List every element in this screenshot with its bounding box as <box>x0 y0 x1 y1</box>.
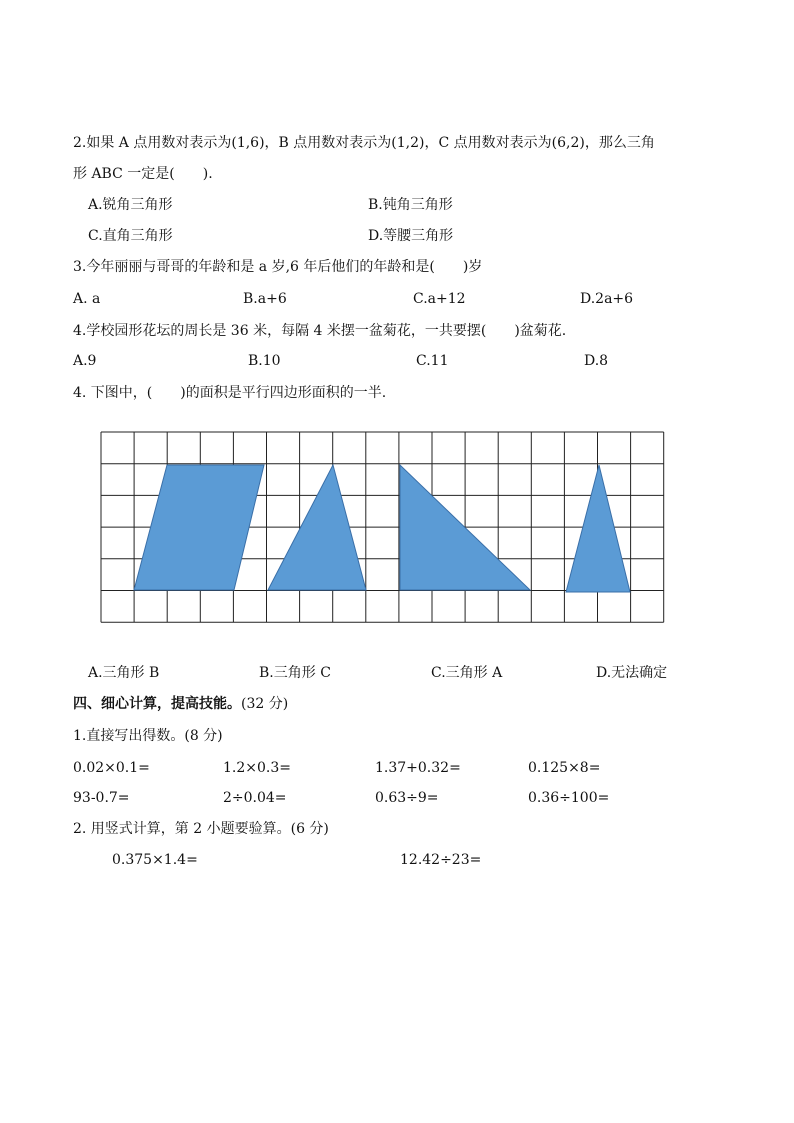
calc1-item-8: 0.36÷100= <box>528 790 610 806</box>
q3-option-b: B.a+6 <box>243 291 287 307</box>
section4-score: (32 分) <box>241 696 289 712</box>
q4b-option-d: D.无法确定 <box>596 665 668 681</box>
triangle-shape-3 <box>566 465 630 592</box>
calc2-title: 2. 用竖式计算，第 2 小题要验算。(6 分) <box>73 821 329 837</box>
q3-option-a: A. a <box>73 291 101 307</box>
q4a-text: 4.学校园形花坛的周长是 36 米，每隔 4 米摆一盆菊花，一共要摆( )盆菊花. <box>73 323 567 339</box>
q4a-option-b: B.10 <box>248 353 281 369</box>
q4b-option-a: A.三角形 B <box>88 665 160 681</box>
calc1-item-3: 1.37+0.32= <box>375 760 461 776</box>
calc1-item-6: 2÷0.04= <box>223 790 287 806</box>
q2-option-d: D.等腰三角形 <box>368 228 454 244</box>
calc1-item-4: 0.125×8= <box>528 760 601 776</box>
calc2-item-1: 0.375×1.4= <box>112 852 198 868</box>
q3-option-c: C.a+12 <box>413 291 466 307</box>
section4-heading <box>73 695 288 713</box>
q4a-option-a: A.9 <box>73 353 97 369</box>
q2-option-c: C.直角三角形 <box>88 228 173 244</box>
section4-title: 四、细心计算，提高技能。 <box>73 696 241 712</box>
parallelogram-shape <box>134 465 264 590</box>
q4b-option-c: C.三角形 A <box>431 665 503 681</box>
q2-option-a: A.锐角三角形 <box>88 197 173 213</box>
calc1-item-1: 0.02×0.1= <box>73 760 150 776</box>
q3-option-d: D.2a+6 <box>580 291 634 307</box>
calc1-item-2: 1.2×0.3= <box>223 760 291 776</box>
calc1-title: 1.直接写出得数。(8 分) <box>73 728 223 744</box>
q2-option-b: B.钝角三角形 <box>368 197 453 213</box>
q4b-text: 4. 下图中，( )的面积是平行四边形面积的一半. <box>73 385 387 401</box>
calc1-item-5: 93-0.7= <box>73 790 130 806</box>
q3-text: 3.今年丽丽与哥哥的年龄和是 a 岁,6 年后他们的年龄和是( )岁 <box>73 259 483 275</box>
q2-line1: 2.如果 A 点用数对表示为(1,6)，B 点用数对表示为(1,2)，C 点用数对表示为(6,2)，那么三角 <box>73 135 655 151</box>
calc2-item-2: 12.42÷23= <box>400 852 482 868</box>
q2-line2: 形 ABC 一定是( ). <box>73 166 213 182</box>
q4a-option-c: C.11 <box>416 353 449 369</box>
calc1-item-7: 0.63÷9= <box>375 790 439 806</box>
q4b-option-b: B.三角形 C <box>259 665 331 681</box>
q4a-option-d: D.8 <box>584 353 609 369</box>
